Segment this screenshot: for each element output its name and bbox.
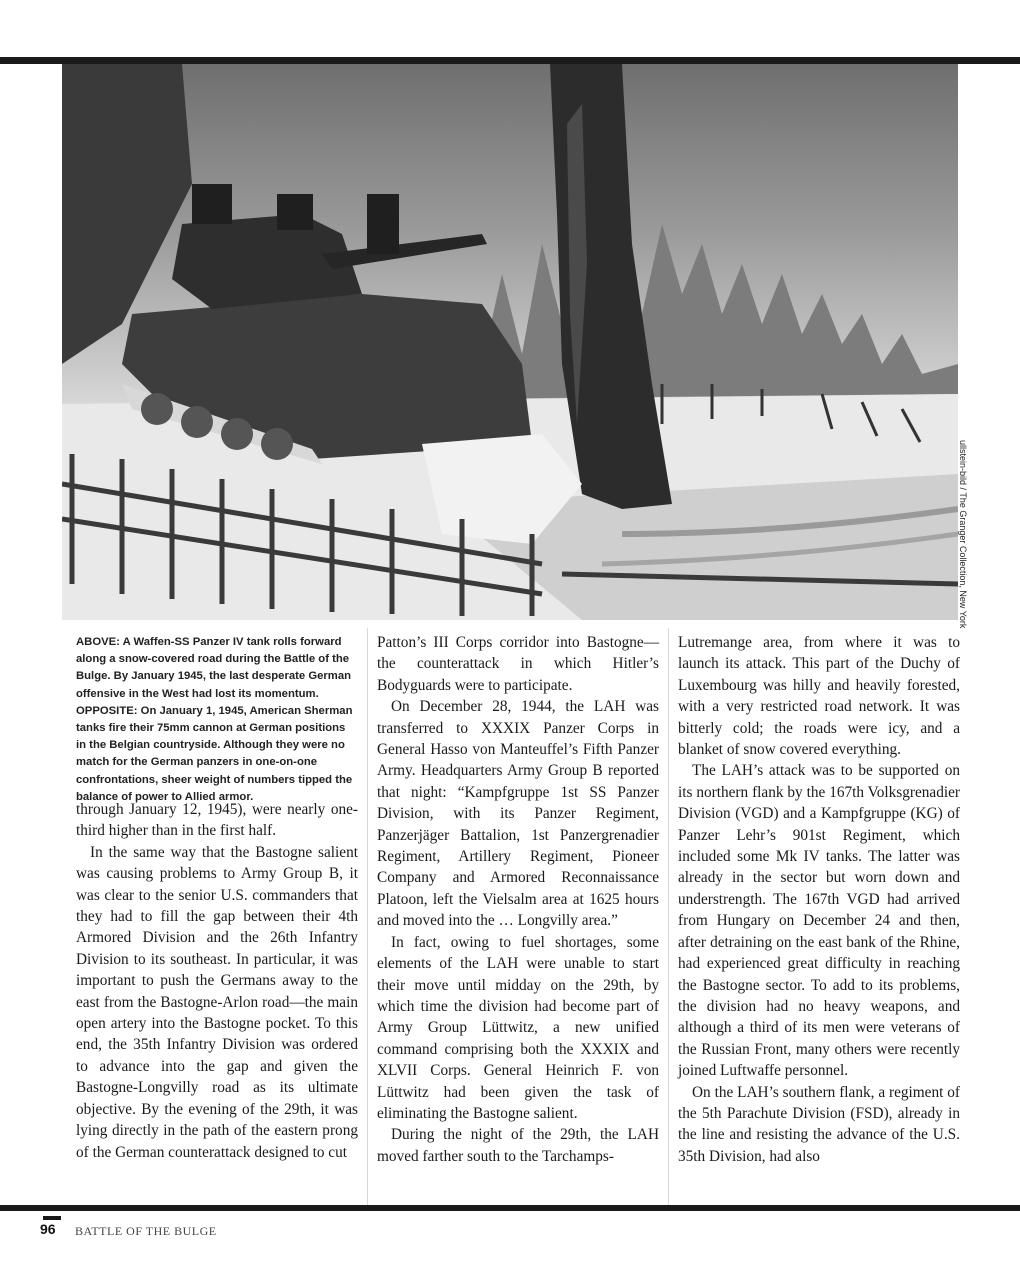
page-number: 96 [40, 1221, 56, 1237]
article-column-3 [678, 632, 960, 1167]
top-rule [0, 57, 1020, 64]
paragraph: In the same way that the Bastogne salient was causing problems to Army Group B, it was clear to the senior U.S. commanders that they had to fill the gap between their 4th Armored Division and the 26th Infantry Division to its southeast. In particular, it was important to push the Germans away to the east from the Bastogne-Arlon road—the main open artery into the Bastogne pocket. To this end, the 35th Infantry Division was ordered to advance into the gap and given the Bastogne-Longvilly road as its ultimate objective. By the evening of the 29th, it was lying directly in the path of the eastern prong of the German counterattack designed to cut [76, 843, 358, 1161]
article-column-2 [377, 632, 659, 1167]
panzer-photo [62, 64, 958, 620]
paragraph: Patton’s III Corps corridor into Bastogne—the counterattack in which Hitler’s Bodyguards were to participate. [377, 634, 659, 694]
column-divider [367, 628, 368, 1208]
paragraph: During the night of the 29th, the LAH moved farther south to the Tarchamps- [377, 1126, 659, 1165]
column-divider [668, 628, 669, 1208]
photo-credit: ullstein-bild / The Granger Collection, New York [958, 440, 968, 629]
panzer-iv-tank [122, 184, 532, 464]
bottom-rule [0, 1205, 1020, 1211]
article-column-1 [76, 799, 358, 1163]
folio-tick [43, 1216, 61, 1220]
photo-illustration [62, 64, 958, 620]
paragraph: through January 12, 1945), were nearly one-third higher than in the first half. [76, 801, 358, 840]
running-title: BATTLE OF THE BULGE [75, 1224, 217, 1238]
paragraph: On the LAH’s southern flank, a regiment of the 5th Parachute Division (FSD), already in the line and resisting the advance of the U.S. 35th Division, had also [678, 1083, 960, 1165]
paragraph: The LAH’s attack was to be supported on its northern flank by the 167th Volksgrenadier Division (VGD) and a Kampfgruppe (KG) of Panzer Lehr’s 901st Regiment, which included some Mk IV tanks. The latter was already in the sector but worn down and understrength. The 167th VGD had arrived from Hungary on December 24 and then, after detraining on the east bank of the Rhine, had experienced great difficulty in reaching the Bastogne sector. To add to its problems, the division had no heavy weapons, and although a third of its men were veterans of the Russian Front, many others were recently joined Luftwaffe personnel. [678, 762, 960, 1080]
photo-caption: ABOVE: A Waffen-SS Panzer IV tank rolls forward along a snow-covered road during the Battle of the Bulge. By January 1945, the last desperate German offensive in the West had lost its momentum. OPPOSITE: On January 1, 1945, American Sherman tanks fire their 75mm cannon at German positions in the Belgian countryside. Although they were no match for the German panzers in one-on-one confrontations, sheer weight of numbers tipped the balance of power to Allied armor. [76, 636, 353, 803]
paragraph: Lutremange area, from where it was to launch its attack. This part of the Duchy of Luxembourg was hilly and heavily forested, with a very restricted road network. It was bitterly cold; the roads were icy, and a blanket of snow covered everything. [678, 634, 960, 759]
paragraph: In fact, owing to fuel shortages, some elements of the LAH were unable to start their move until midday on the 29th, by which time the division had become part of Army Group Lüttwitz, a new unified command comprising both the XXXIX and XLVII Corps. General Heinrich F. von Lüttwitz had been given the task of eliminating the Bastogne salient. [377, 933, 659, 1122]
paragraph: On December 28, 1944, the LAH was transferred to XXXIX Panzer Corps in General Hasso von Manteuffel’s Fifth Panzer Army. Headquarters Army Group B reported that night: “Kampfgruppe 1st SS Panzer Division, with its Panzer Regiment, Panzerjäger Battalion, 1st Panzergrenadier Regiment, Artillery Regiment, Pioneer Company and Armored Reconnaissance Platoon, left the Vielsalm area at 1625 hours and moved into the … Longvilly area.” [377, 698, 659, 930]
